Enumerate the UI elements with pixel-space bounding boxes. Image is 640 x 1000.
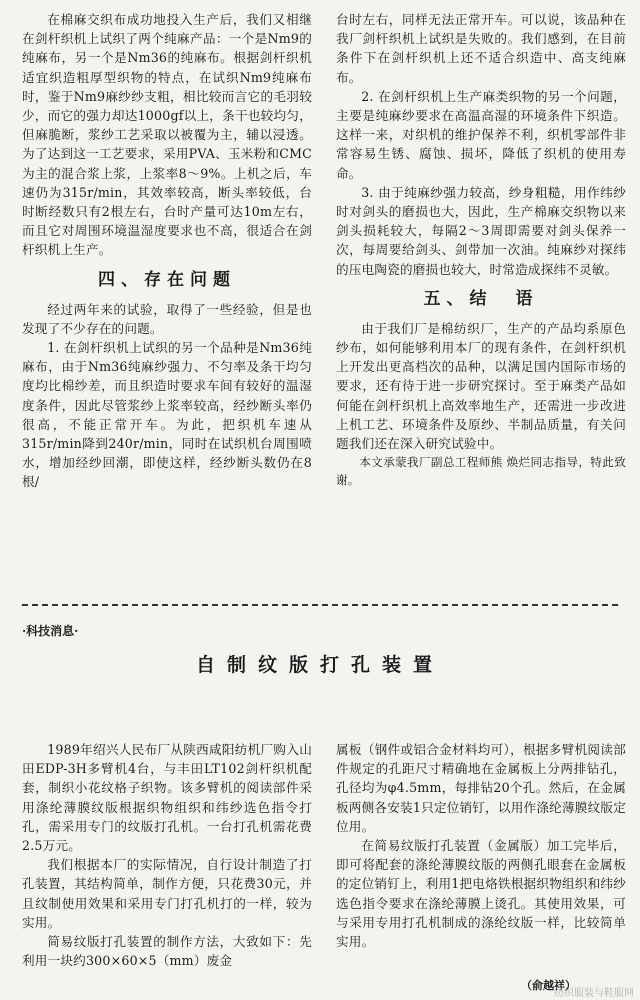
- section-divider: [22, 604, 618, 606]
- section-heading: 四、存在问题: [98, 269, 236, 290]
- article-title: 自制纹版打孔装置: [195, 654, 444, 676]
- body-paragraph: 1989年绍兴人民布厂从陕西咸阳纺机厂购入山田EDP-3H多臂机4台，与丰田LT102剑杆织机配套，制织小花纹格子织物。该多臂机的阅读部件采用涤纶薄膜纹版根据织物组织和纬纱选色指令打孔，需采用专门的纹版打孔机。一台打孔机需花费2.5万元。: [22, 742, 312, 854]
- body-paragraph: 我们根据本厂的实际情况，自行设计制造了打孔装置，其结构简单，制作方便，只花费30元，并且纹制使用效果和采用专门打孔机打的一样，较为实用。: [22, 857, 312, 930]
- author-signature: （俞越祥）: [521, 979, 576, 992]
- lower-left-column: [22, 740, 312, 970]
- body-paragraph: 由于我们厂是棉纺织厂，生产的产品均系原色纱布，如何能够利用本厂的现有条件，在剑杆织机上开发出更高档次的品种，以满足国内国际市场的要求，还有待于进一步研究探讨。至于麻类产品如何能在剑杆织机上高效率地生产，还需进一步改进上机工艺、环境条件及原纱、半制品质量，有关问题我们还在深入研究试验中。: [336, 320, 626, 452]
- body-paragraph: 3. 由于纯麻纱强力较高，纱身粗糙，用作纬纱时对剑头的磨损也大，因此，生产棉麻交织物以来剑头损耗较大，每隔2～3周即需要对剑头保养一次，每周要给剑头、剑带加一次油。纯麻纱对探纬的压电陶瓷的磨损也较大，时常造成探纬不灵敏。: [336, 184, 626, 277]
- section-heading: 五、结 语: [423, 288, 539, 309]
- body-paragraph: 台时左右，同样无法正常开车。可以说，该品种在我厂剑杆织机上试织是失败的。我们感到，在目前条件下在剑杆织机上还不适合织造中、高支纯麻布。: [336, 12, 626, 85]
- lower-right-column: [336, 740, 626, 951]
- body-paragraph: 在简易纹版打孔装置（金属版）加工完毕后，即可将配套的涤纶薄膜纹版的两侧孔眼套在金属板的定位销钉上，利用1把电烙铁根据织物组织和纬纱选色指令要求在涤纶薄膜上烫孔。其使用效果，可与采用专用打孔机制成的涤纶纹版一样，比较简单实用。: [336, 838, 626, 950]
- body-paragraph: 1. 在剑杆织机上试织的另一个品种是Nm36纯麻布，由于Nm36纯麻纱强力、不匀率及条干均匀度均比棉纱差，而且织造时要求车间有较好的温湿度条件，因此尽管浆纱上浆率较高，经纱断头率仍很高，不能正常开车。为此，把织机车速从315r/min降到240r/min，同时在试织机台周围喷水，增加经纱回潮，即使这样，经纱断头数仍在8根/: [22, 340, 312, 490]
- body-paragraph: 2. 在剑杆织机上生产麻类织物的另一个问题，主要是纯麻纱要求在高温高湿的环境条件下织造。这样一来，对织机的维护保养不利，织机零部件非常容易生锈、腐蚀、损坏，降低了织机的使用寿命。: [336, 88, 626, 181]
- upper-right-column: [336, 10, 626, 489]
- body-paragraph: 简易纹版打孔装置的制作方法，大致如下：先利用一块约300×60×5（mm）废金: [22, 934, 312, 969]
- acknowledgement: 本文承蒙我厂副总工程师熊 焕烂同志指导，特此致谢。: [336, 455, 626, 488]
- body-paragraph: 经过两年来的试验，取得了一些经验，但是也发现了不少存在的问题。: [22, 301, 312, 336]
- upper-left-column: [22, 10, 312, 492]
- body-paragraph: 在棉麻交织布成功地投入生产后，我们又相继在剑杆织机上试织了两个纯麻产品：一个是Nm9的纯麻布，另一个是Nm36的纯麻布。根据剑杆织机适宜织造粗厚型织物的特点，在试织Nm9纯麻布时，鉴于Nm9麻纱纱支粗，相比较而言它的毛羽较少，而它的强力却达1000gf以上，条干也较均匀，但麻脆断，浆纱工艺采取以被覆为主，辅以浸透。为了达到这一工艺要求，采用PVA、玉米粉和CMC为主的混合浆上浆，上浆率8～9%。上机之后，车速仍为315r/min，其效率较高，断头率较低，台时断经数只有2根左右，台时产量可达10m左右，而且它对周围环境温湿度要求也不高，很适合在剑杆织机上生产。: [22, 12, 312, 258]
- section-tag: ·科技消息·: [22, 624, 79, 638]
- body-paragraph: 属板（钢件或铝合金材料均可），根据多臂机阅读部件规定的孔距尺寸精确地在金属板上分两排钻孔，孔径均为φ4.5mm，每排钻20个孔。然后，在金属板两侧各安装1只定位销钉，以用作涤纶薄膜纹版定位用。: [336, 742, 626, 834]
- watermark: 纺织服装与鞋服网: [554, 988, 634, 999]
